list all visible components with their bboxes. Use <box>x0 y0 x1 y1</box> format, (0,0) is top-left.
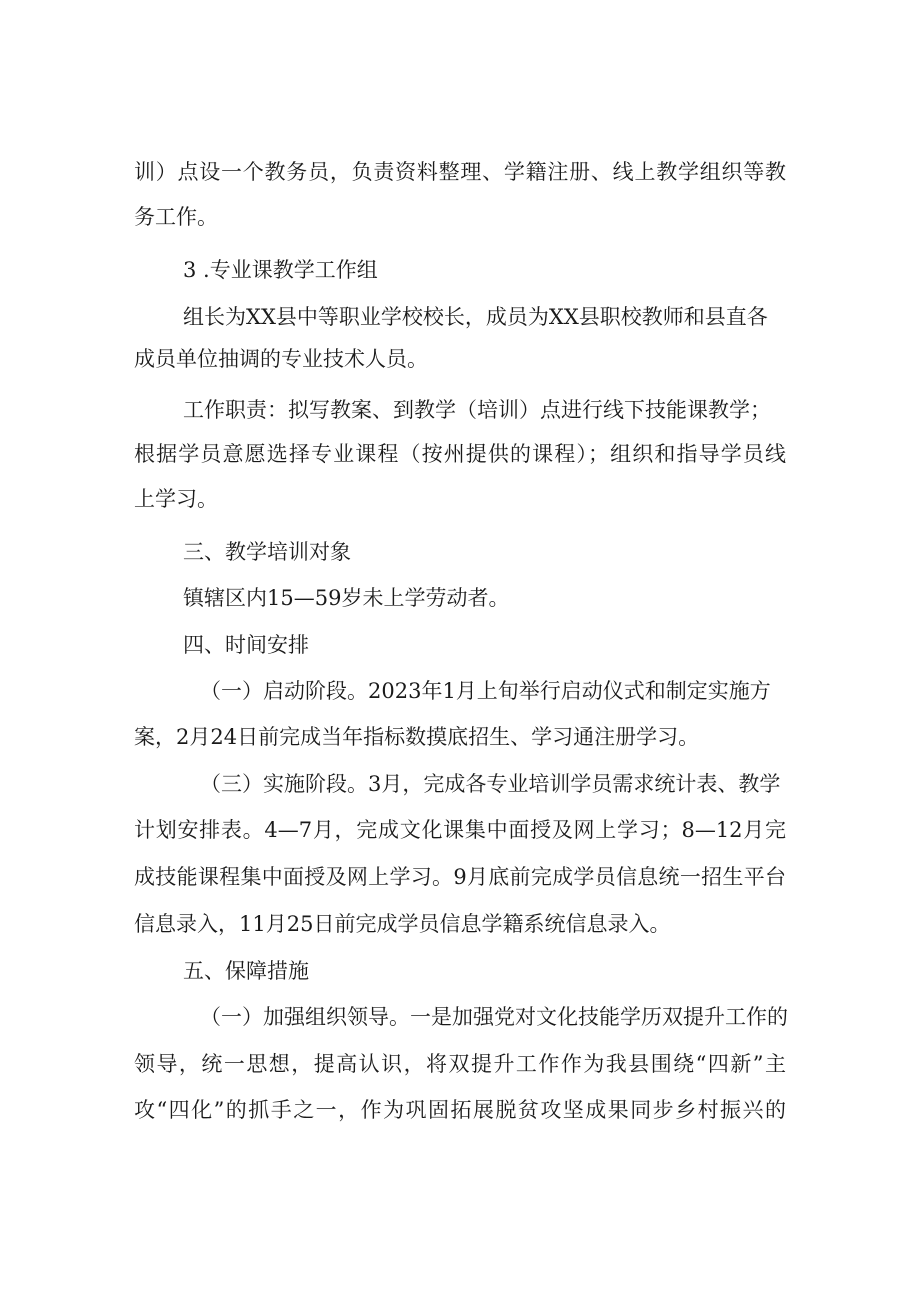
section-heading: 三、教学培训对象 <box>183 540 351 564</box>
paragraph-line: 信息录入，11月25日前完成学员信息学籍系统信息录入。 <box>134 912 671 936</box>
paragraph-line: 攻“四化”的抓手之一，作为巩固拓展脱贫攻坚成果同步乡村振兴的 <box>134 1098 786 1122</box>
section-heading: 3 .专业课教学工作组 <box>183 258 378 282</box>
paragraph-line: 训）点设一个教务员，负责资料整理、学籍注册、线上教学组织等教 <box>134 160 786 184</box>
paragraph-line: 领导，统一思想，提高认识，将双提升工作作为我县围绕“四新”主 <box>134 1052 786 1076</box>
paragraph-line: 镇辖区内15—59岁未上学劳动者。 <box>183 586 510 610</box>
paragraph-line: （三）实施阶段。3月，完成各专业培训学员需求统计表、教学 <box>200 772 781 796</box>
paragraph-line: 务工作。 <box>134 205 218 229</box>
section-heading: 四、时间安排 <box>183 633 309 657</box>
paragraph-line: 工作职责：拟写教案、到教学（培训）点进行线下技能课教学； <box>183 398 771 422</box>
section-heading: 五、保障措施 <box>183 959 309 983</box>
paragraph-line: 根据学员意愿选择专业课程（按州提供的课程）；组织和指导学员线 <box>134 442 786 466</box>
paragraph-line: 成员单位抽调的专业技术人员。 <box>134 347 428 371</box>
paragraph-line: 上学习。 <box>134 487 218 511</box>
paragraph-line: 成技能课程集中面授及网上学习。9月底前完成学员信息统一招生平台 <box>134 865 786 889</box>
paragraph-line: 组长为XX县中等职业学校校长，成员为XX县职校教师和县直各 <box>183 305 768 329</box>
paragraph-line: 案，2月24日前完成当年指标数摸底招生、学习通注册学习。 <box>134 725 700 749</box>
paragraph-line: （一）启动阶段。2023年1月上旬举行启动仪式和制定实施方 <box>200 679 771 703</box>
paragraph-line: 计划安排表。4—7月，完成文化课集中面授及网上学习；8—12月完 <box>134 818 786 842</box>
paragraph-line: （一）加强组织领导。一是加强党对文化技能学历双提升工作的 <box>200 1005 788 1029</box>
